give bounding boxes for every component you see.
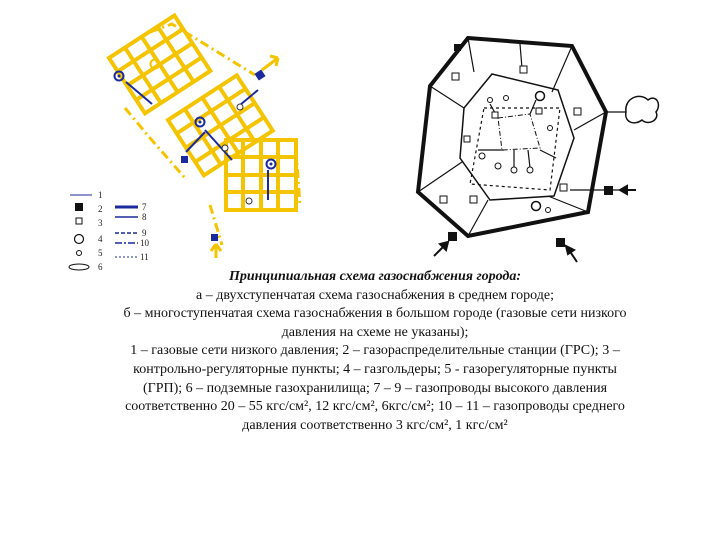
legend-number-8: 8: [142, 212, 147, 222]
legend-number-5: 5: [98, 248, 103, 258]
legend-number-9: 9: [142, 228, 147, 238]
caption-title: Принципиальная схема газоснабжения города:: [228, 269, 522, 284]
middle-pressure-ring: [460, 74, 574, 200]
figure-caption: [80, 268, 670, 435]
caption-line-4: 1 – газовые сети низкого давления; 2 – газораспределительные станции (ГРС); 3 –: [130, 343, 620, 359]
legend: [69, 190, 150, 272]
underground-gas-storage-icon: [626, 96, 659, 122]
caption-line-6: (ГРП); 6 – подземные газохранилища; 7 – 9 – газопроводы высокого давления: [142, 380, 608, 396]
legend-number-7: 7: [142, 202, 147, 212]
caption-line-8: давления соответственно 3 кгс/см², 1 кгс/см²: [242, 417, 508, 433]
caption-line-3: давления на схеме не указаны);: [281, 324, 469, 340]
legend-number-10: 10: [140, 238, 149, 248]
legend-number-11: 11: [140, 252, 149, 262]
caption-line-5: контрольно-регуляторные пункты; 4 – газгольдеры; 5 - газорегуляторные пункты: [133, 361, 617, 377]
caption-line-2: б – многоступенчатая схема газоснабжения в большом городе (газовые сети низкого: [123, 306, 627, 322]
caption-line-7: соответственно 20 – 55 кгс/см², 12 кгс/см², 6кгс/см²; 10 – 11 – газопроводы среднего: [125, 399, 625, 415]
scheme-b: [418, 38, 658, 262]
caption-line-1: а – двухступенчатая схема газоснабжения в среднем городе;: [196, 287, 554, 303]
legend-number-1: 1: [98, 190, 103, 200]
legend-number-3: 3: [98, 218, 103, 228]
legend-number-2: 2: [98, 204, 103, 214]
outer-high-pressure-ring: [418, 38, 606, 236]
core-ring: [498, 114, 540, 150]
legend-number-4: 4: [98, 234, 103, 244]
legend-number-6: 6: [98, 262, 103, 272]
scheme-a: [109, 16, 300, 258]
